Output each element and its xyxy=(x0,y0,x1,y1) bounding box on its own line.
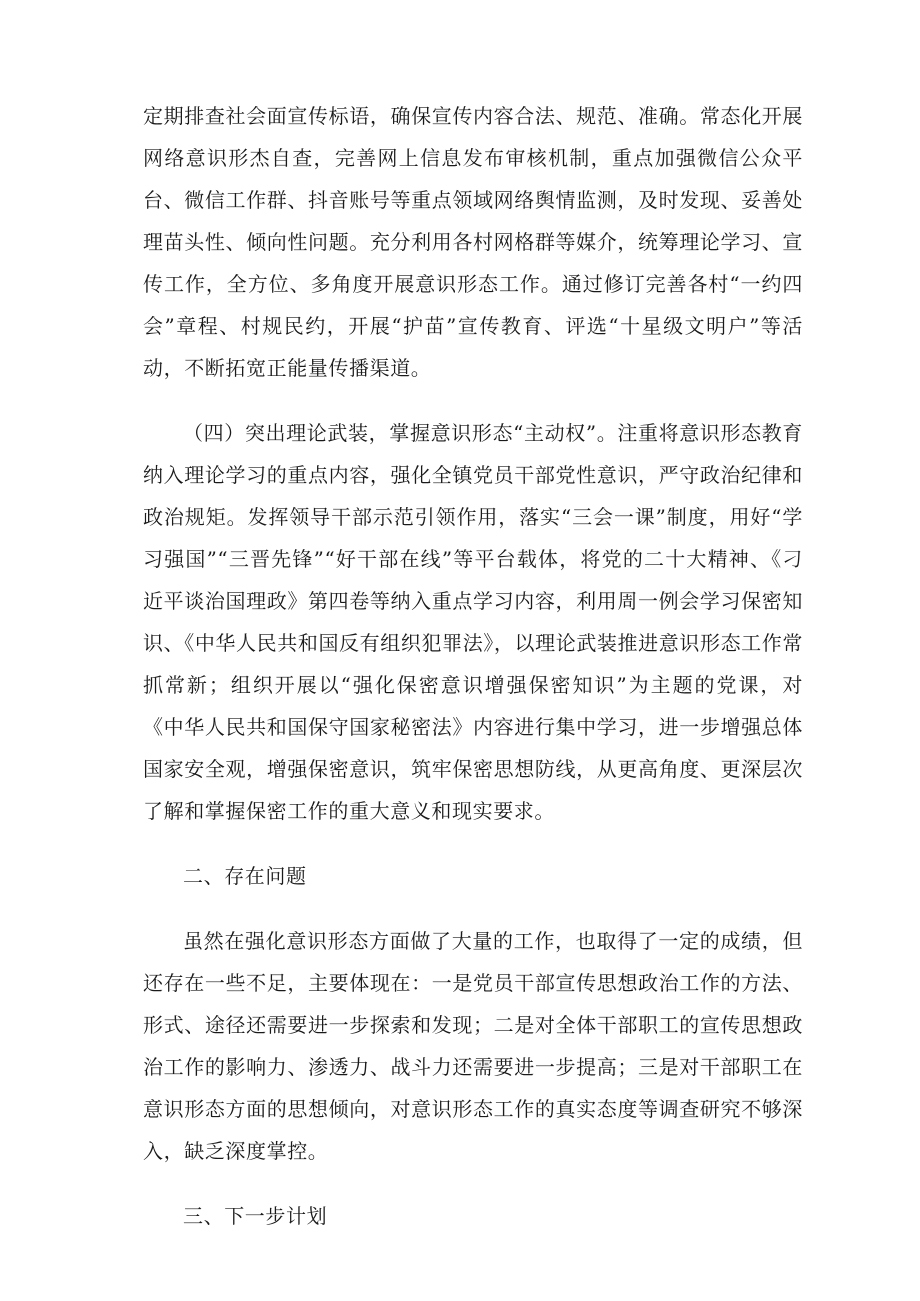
section-heading-next-steps: 三、下一步计划 xyxy=(183,1204,328,1228)
paragraph-publicity-continued: 定期排查社会面宣传标语，确保宣传内容合法、规范、准确。常态化开展网络意识形杰自查，完善网上信息发布审核机制，重点加强微信公众平台、微信工作群、抖音账号等重点领域网络舆情监测，及时发现、妥善处理苗头性、倾向性问题。充分利用各村网格群等媒介，统筹理论学习、宣传工作，全方位、多角度开展意识形态工作。通过修订完善各村“一约四会”章程、村规民约，开展“护苗”宣传教育、评选“十星级文明户”等活动，不断拓宽正能量传播渠道。 xyxy=(143,104,803,380)
paragraph-theory-armament: （四）突出理论武装，掌握意识形态“主动权”。注重将意识形态教育纳入理论学习的重点内容，强化全镇党员干部党性意识，严守政治纪律和政治规矩。发挥领导干部示范引领作用，落实“三会一课”制度，用好“学习强国”“三晋先锋”“好干部在线”等平台载体，将党的二十大精神、《刁近平谈治国理政》第四卷等纳入重点学习内容，利用周一例会学习保密知识、《中华人民共和国反有组织犯罪法》，以理论武装推进意识形态工作常抓常新；组织开展以“强化保密意识增强保密知识”为主题的党课，对《中华人民共和国保守国家秘密法》内容进行集中学习，进一步增强总体国家安全观，增强保密意识，筑牢保密思想防线，从更高角度、更深层次了解和掌握保密工作的重大意义和现实要求。 xyxy=(143,421,803,823)
section-heading-existing-problems: 二、存在问题 xyxy=(183,864,307,888)
paragraph-existing-problems: 虽然在强化意识形态方面做了大量的工作，也取得了一定的成绩，但还存在一些不足，主要体现在：一是党员干部宣传思想政治工作的方法、形式、途径还需要进一步探索和发现；二是对全体干部职工的宣传思想政治工作的影响力、渗透力、战斗力还需要进一步提高；三是对干部职工在意识形态方面的思想倾向，对意识形态工作的真实态度等调查研究不够深入，缺乏深度掌控。 xyxy=(143,929,803,1163)
document-body xyxy=(143,95,803,1237)
